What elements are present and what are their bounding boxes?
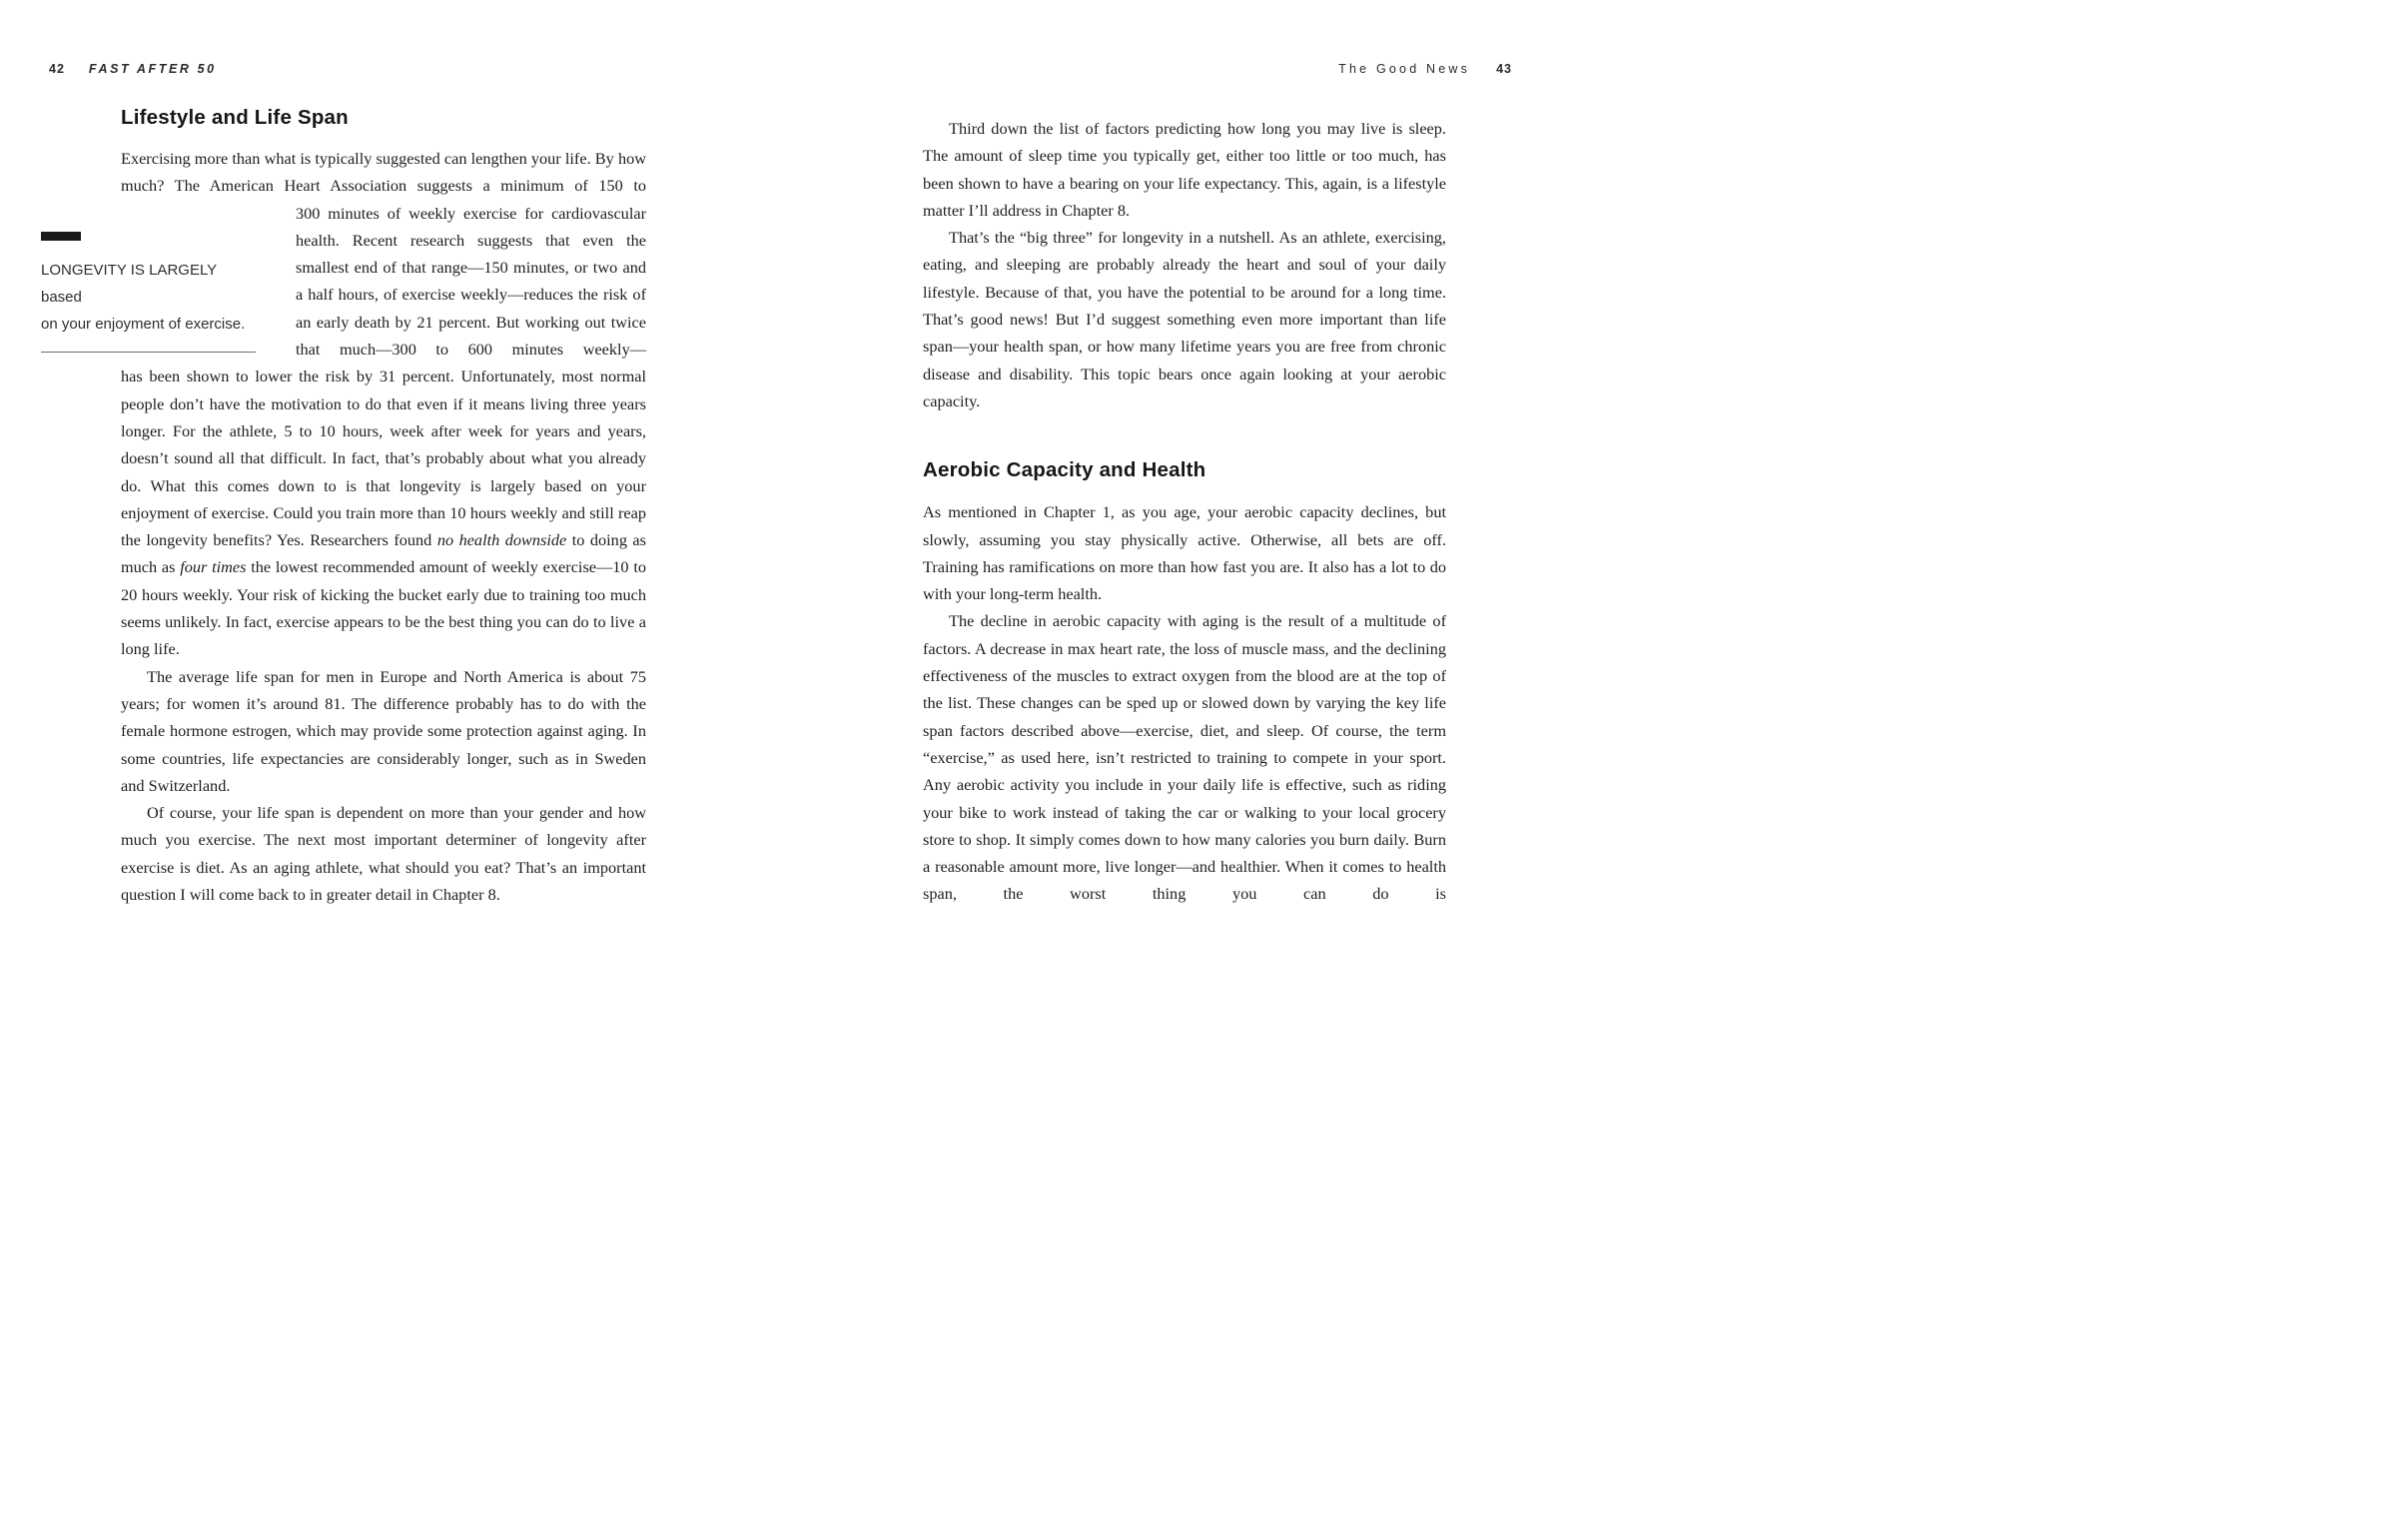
page-number-left: 42 (49, 62, 65, 76)
section-heading-aerobic-capacity: Aerobic Capacity and Health (923, 458, 1206, 482)
pull-quote-line-1: LONGEVITY IS LARGELY based (41, 262, 217, 306)
left-page-column (121, 106, 646, 908)
paragraph-decline-factors: The decline in aerobic capacity with aging is the result of a multitude of factors. A decrease in max heart rate, the loss of muscle mass, and the declining effectiveness of the muscles to extract oxygen from the blood are at the top of the list. These changes can be sped up or slowed down by varying the key life span factors described above—exercise, diet, and sleep. Of course, the term “exercise,” as used here, isn’t restricted to training to compete in your sport. Any aerobic activity you include in your daily life is effective, such as riding your bike to work instead of taking the car or walking to your local grocery store to shop. It simply comes down to how many calories you burn daily. Burn a reasonable amount more, live longer—and healthier. When it comes to health span, the worst thing you can do is (923, 611, 1446, 904)
running-head-left (49, 62, 217, 76)
paragraph-aerobic-decline-intro: As mentioned in Chapter 1, as you age, your aerobic capacity declines, but slowly, assuming you stay physically active. Otherwise, all bets are off. Training has ramifications on more than how fast you are. It also has a lot to do with your long-term health. (923, 502, 1446, 604)
italic-text-four-times: four times (180, 557, 247, 577)
paragraph-average-life-span: The average life span for men in Europe and North America is about 75 years; for women it’s around 81. The difference probably has to do with the female hormone estrogen, which may provide some protection against aging. In some countries, life expectancies are considerably longer, such as in Sweden and Switzerland. (121, 666, 646, 795)
section-heading-lifestyle: Lifestyle and Life Span (121, 106, 349, 129)
paragraph-sleep: Third down the list of factors predicting how long you may live is sleep. The amount of sleep time you typically get, either too little or too much, has been shown to have a bearing on your life expectancy. This, again, is a lifestyle matter I’ll address in Chapter 8. (923, 119, 1446, 220)
text-run: has been shown to lower the risk by 31 percent. Unfortunately, most normal people don’t have the motivation to do that even if it means living three years longer. For the athlete, 5 to 10 hours, week after week for years and years, doesn’t sound all that difficult. In fact, that’s probably about what you already do. What this comes down to is that longevity is largely based on your enjoyment of exercise. Could you train more than 10 hours weekly and still reap the longevity benefits? Yes. Researchers found (121, 367, 646, 550)
page-number-right: 43 (1496, 62, 1512, 76)
paragraph-1-full-width-top: Exercising more than what is typically suggested can lengthen your life. By how much? The American Heart Association suggests a minimum of 150 to (121, 149, 646, 196)
paragraph-1-wrapped-beside-pull-quote: 300 minutes of weekly exercise for cardiovascular health. Recent research suggests that even the smallest end of that range—150 minutes, or two and a half hours, of exercise weekly—reduces the risk of an early death by 21 percent. But working out twice that much—300 to 600 minutes weekly— (296, 203, 646, 360)
running-head-title-left: FAST AFTER 50 (88, 62, 217, 76)
paragraph-big-three: That’s the “big three” for longevity in a nutshell. As an athlete, exercising, eating, and sleeping are probably already the heart and soul of your daily lifestyle. Because of that, you have the potential to be around for a long time. That’s good news! But I’d suggest something even more important than life span—your health span, or how many lifetime years you are free from chronic disease and disability. This topic bears once again looking at your aerobic capacity. (923, 228, 1446, 410)
text-run: the lowest recommended amount of weekly exercise—10 to 20 hours weekly. Your risk of kicking the bucket early due to training too much seems unlikely. In fact, exercise appears to be the best thing you can do to live a long life. (121, 557, 646, 659)
text-run: to doing as much as (121, 530, 646, 577)
paragraph-1-full-width-bottom (121, 363, 646, 662)
right-page-column (923, 115, 1446, 908)
italic-text-no-health-downside: no health downside (436, 530, 567, 550)
running-head-title-right: The Good News (1338, 62, 1471, 76)
pull-quote-line-2: on your enjoyment of exercise. (41, 316, 246, 333)
paragraph-diet: Of course, your life span is dependent on more than your gender and how much you exercise. The next most important determiner of longevity after exercise is diet. As an aging athlete, what should you eat? That’s an important question I will come back to in greater detail in Chapter 8. (121, 803, 646, 905)
running-head-right (923, 62, 1512, 76)
pull-quote-bar (41, 232, 81, 241)
